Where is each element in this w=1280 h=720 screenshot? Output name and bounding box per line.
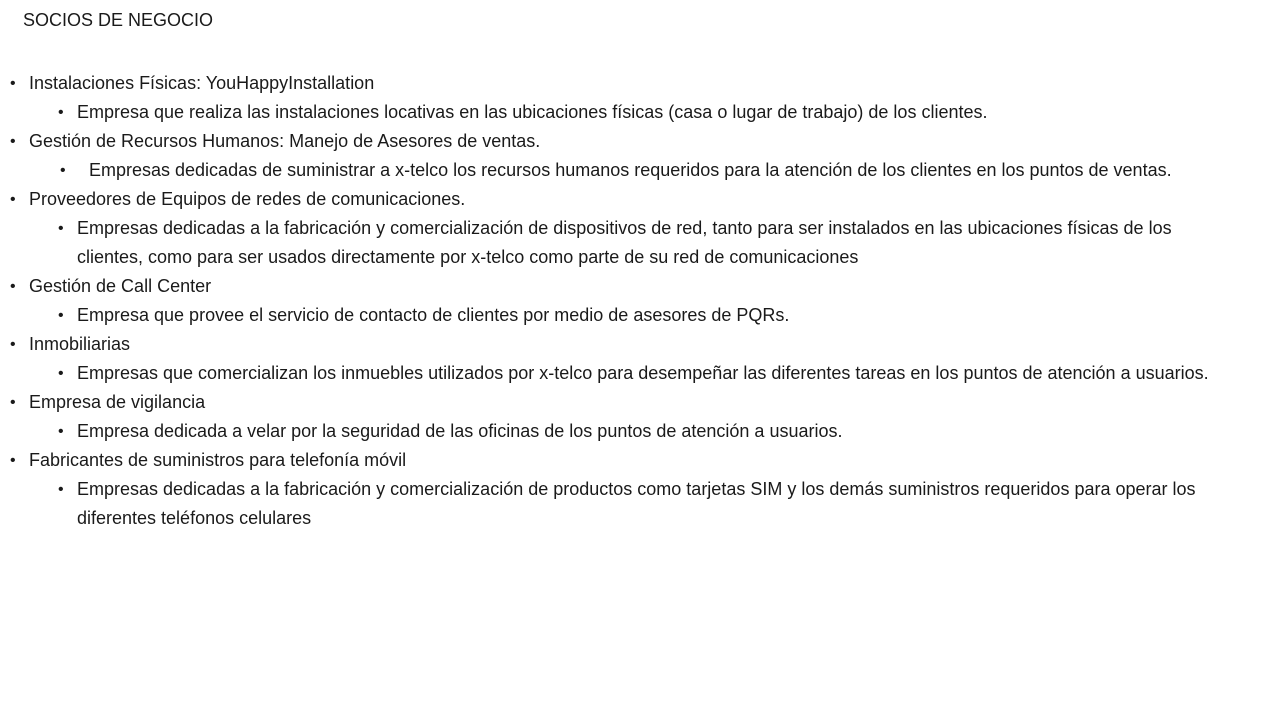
sub-item-text: Empresa que provee el servicio de contacto de clientes por medio de asesores de PQRs. xyxy=(77,305,790,325)
bullet-icon: • xyxy=(58,365,64,382)
list-item xyxy=(10,446,1220,475)
sub-list-item xyxy=(10,214,1220,272)
sub-item-text: Empresas dedicadas a la fabricación y comercialización de productos como tarjetas SIM y los demás suministros requeridos para operar los diferentes teléfonos celulares xyxy=(77,479,1196,528)
bullet-icon: • xyxy=(58,307,64,324)
list-item xyxy=(10,330,1220,359)
item-text: Proveedores de Equipos de redes de comunicaciones. xyxy=(29,189,466,209)
bullet-icon: • xyxy=(10,452,16,469)
bullet-icon: • xyxy=(60,162,66,179)
sub-list-item xyxy=(10,301,1220,330)
item-text: Fabricantes de suministros para telefonía móvil xyxy=(29,450,407,470)
sub-list-item xyxy=(10,98,1220,127)
item-text: Empresa de vigilancia xyxy=(29,392,206,412)
item-text: Gestión de Call Center xyxy=(29,276,212,296)
sub-list-item xyxy=(10,475,1220,533)
item-text: Inmobiliarias xyxy=(29,334,131,354)
list-item xyxy=(10,69,1220,98)
bullet-icon: • xyxy=(10,191,16,208)
bullet-list xyxy=(10,69,1220,533)
bullet-icon: • xyxy=(10,75,16,92)
bullet-icon: • xyxy=(10,394,16,411)
sub-item-text: Empresa dedicada a velar por la seguridad de las oficinas de los puntos de atención a usuarios. xyxy=(77,421,843,441)
list-item xyxy=(10,185,1220,214)
bullet-icon: • xyxy=(10,336,16,353)
sub-list-item xyxy=(10,417,1220,446)
slide-title: SOCIOS DE NEGOCIO xyxy=(23,10,214,30)
bullet-icon: • xyxy=(10,133,16,150)
list-item xyxy=(10,388,1220,417)
sub-item-text: Empresas que comercializan los inmuebles utilizados por x-telco para desempeñar las diferentes tareas en los puntos de atención a usuarios. xyxy=(77,363,1209,383)
bullet-icon: • xyxy=(58,423,64,440)
sub-item-text: Empresas dedicadas de suministrar a x-telco los recursos humanos requeridos para la atención de los clientes en los puntos de ventas. xyxy=(89,160,1172,180)
item-text: Gestión de Recursos Humanos: Manejo de Asesores de ventas. xyxy=(29,131,541,151)
bullet-icon: • xyxy=(58,104,64,121)
sub-item-text: Empresa que realiza las instalaciones locativas en las ubicaciones físicas (casa o lugar de trabajo) de los clientes. xyxy=(77,102,988,122)
list-item xyxy=(10,127,1220,156)
bullet-icon: • xyxy=(58,220,64,237)
bullet-icon: • xyxy=(10,278,16,295)
bullet-icon: • xyxy=(58,481,64,498)
sub-list-item xyxy=(10,156,1220,185)
item-text: Instalaciones Físicas: YouHappyInstallation xyxy=(29,73,375,93)
list-item xyxy=(10,272,1220,301)
sub-item-text: Empresas dedicadas a la fabricación y comercialización de dispositivos de red, tanto para ser instalados en las ubicaciones físicas de los clientes, como para ser usados directamente por x-telco como parte de su red de comunicaciones xyxy=(77,218,1172,267)
sub-list-item xyxy=(10,359,1220,388)
